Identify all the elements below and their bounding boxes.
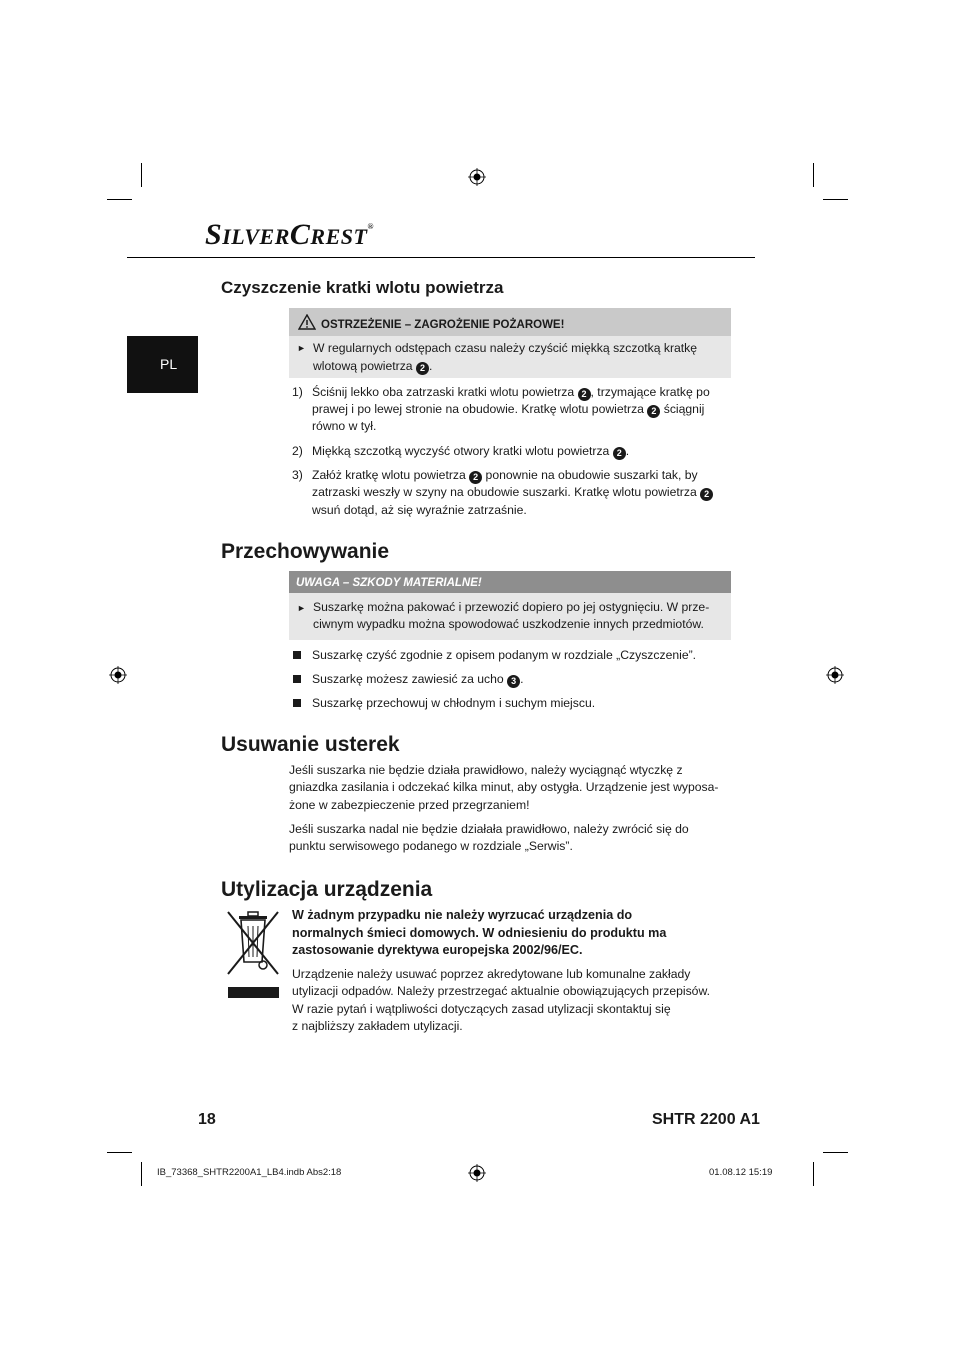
section-title-storage: Przechowywanie bbox=[221, 540, 390, 563]
language-tab bbox=[127, 336, 198, 393]
bullet-item: Suszarkę możesz zawiesić za ucho 3 . bbox=[312, 672, 524, 686]
step-text-line: Ściśnij lekko oba zatrzaski kratki wlotu powietrza 2 , trzymające kratkę po bbox=[312, 385, 710, 399]
ref-number-badge: 2 bbox=[700, 488, 713, 501]
paragraph-line: Jeśli suszarka nadal nie będzie działała prawidłowo, należy zwrócić się do bbox=[289, 822, 689, 836]
ref-number-badge: 2 bbox=[647, 405, 660, 418]
arrow-bullet-icon: ► bbox=[297, 603, 306, 613]
registration-mark-icon bbox=[468, 168, 486, 186]
paragraph-line: Jeśli suszarka nie będzie działa prawidłowo, należy wyciągnąć wtyczkę z bbox=[289, 763, 683, 777]
caution-text-line: ciwnym wypadku można spowodować uszkodzenie innych przedmiotów. bbox=[313, 617, 704, 631]
crop-mark bbox=[107, 199, 132, 200]
caution-title: UWAGA – SZKODY MATERIALNE! bbox=[296, 577, 482, 589]
step-text-line: prawej i po lewej stronie na obudowie. Kratkę wlotu powietrza 2 ściągnij bbox=[312, 402, 705, 416]
step-number: 3) bbox=[292, 468, 303, 482]
section-title-disposal: Utylizacja urządzenia bbox=[221, 878, 433, 901]
ref-number-badge: 2 bbox=[613, 447, 626, 460]
crop-mark bbox=[823, 199, 848, 200]
crop-mark bbox=[141, 163, 142, 187]
step-text-line: zatrzaski weszły w szyny na obudowie suszarki. Kratkę wlotu powietrza 2 bbox=[312, 484, 713, 502]
section-title-cleaning-grille: Czyszczenie kratki wlotu powietrza bbox=[221, 278, 504, 297]
crop-mark bbox=[813, 163, 814, 187]
paragraph-line: W razie pytań i wątpliwości dotyczących zasad utylizacji skontaktuj się bbox=[292, 1002, 671, 1016]
ref-number-badge: 3 bbox=[507, 675, 520, 688]
step-number: 1) bbox=[292, 385, 303, 399]
bullet-item: Suszarkę czyść zgodnie z opisem podanym w rozdziale „Czyszczenie”. bbox=[312, 648, 697, 662]
print-slug-date: 01.08.12 15:19 bbox=[709, 1167, 773, 1178]
step-text-line: Miękką szczotką wyczyść otwory kratki wlotu powietrza 2 . bbox=[312, 444, 630, 458]
ref-number-badge: 2 bbox=[578, 388, 591, 401]
ref-number-badge: 2 bbox=[416, 362, 429, 375]
silvercrest-logo: SILVERCREST® bbox=[205, 218, 374, 251]
print-slug-file: IB_73368_SHTR2200A1_LB4.indb Abs2:18 bbox=[157, 1167, 342, 1178]
bullet-item: Suszarkę przechowuj w chłodnym i suchym miejscu. bbox=[312, 696, 596, 710]
header-rule bbox=[127, 257, 755, 258]
crop-mark bbox=[141, 1162, 142, 1186]
crop-mark bbox=[823, 1152, 848, 1153]
step-text-line: równo w tył. bbox=[312, 419, 377, 433]
bold-paragraph-line: zastosowanie dyrektywa europejska 2002/96/EC. bbox=[292, 943, 583, 957]
registration-mark-icon bbox=[109, 666, 127, 684]
step-number: 2) bbox=[292, 444, 303, 458]
registration-mark-icon bbox=[468, 1164, 486, 1182]
crop-mark bbox=[813, 1162, 814, 1186]
paragraph-line: utylizacji odpadów. Należy przestrzegać aktualnie obowiązujących przepisów. bbox=[292, 984, 710, 998]
ref-number-badge: 2 bbox=[469, 471, 482, 484]
crop-mark bbox=[107, 1152, 132, 1153]
bold-paragraph-line: W żadnym przypadku nie należy wyrzucać urządzenia do bbox=[292, 908, 633, 922]
model-number: SHTR 2200 A1 bbox=[652, 1111, 760, 1128]
section-title-troubleshooting: Usuwanie usterek bbox=[221, 733, 400, 756]
registration-mark-icon bbox=[826, 666, 844, 684]
warning-title: OSTRZEŻENIE – ZAGROŻENIE POŻAROWE! bbox=[321, 319, 565, 331]
warning-text-line: wlotową powietrza 2 . bbox=[313, 359, 433, 373]
step-text-line: Załóż kratkę wlotu powietrza 2 ponownie na obudowie suszarki tak, by bbox=[312, 468, 698, 482]
square-bullet-icon bbox=[293, 675, 301, 683]
paragraph-line: Urządzenie należy usuwać poprzez akredytowane lub komunalne zakłady bbox=[292, 967, 691, 981]
crossed-out-bin-icon bbox=[222, 908, 284, 978]
square-bullet-icon bbox=[293, 651, 301, 659]
bold-paragraph-line: normalnych śmieci domowych. W odniesieniu do produktu ma bbox=[292, 926, 667, 940]
step-text-line: wsuń dotąd, aż się wyraźnie zatrzaśnie. bbox=[312, 503, 527, 517]
disposal-bar bbox=[228, 987, 279, 998]
paragraph-line: gniazdka zasilania i odczekać kilka minut, aby ostygła. Urządzenie jest wyposa- bbox=[289, 780, 719, 794]
language-tab-label: PL bbox=[160, 356, 178, 372]
paragraph-line: żone w zabezpieczenie przed przegrzaniem! bbox=[289, 798, 530, 812]
arrow-bullet-icon: ► bbox=[297, 343, 306, 353]
paragraph-line: punktu serwisowego podanego w rozdziale „Serwis”. bbox=[289, 839, 573, 853]
square-bullet-icon bbox=[293, 699, 301, 707]
page-number: 18 bbox=[198, 1111, 216, 1128]
warning-triangle-icon bbox=[298, 314, 316, 330]
warning-text-line: W regularnych odstępach czasu należy czyścić miękką szczotką kratkę bbox=[313, 341, 698, 355]
caution-text-line: Suszarkę można pakować i przewozić dopiero po jej ostygnięciu. W prze- bbox=[313, 600, 710, 614]
paragraph-line: z najbliższy zakładem utylizacji. bbox=[292, 1019, 463, 1033]
